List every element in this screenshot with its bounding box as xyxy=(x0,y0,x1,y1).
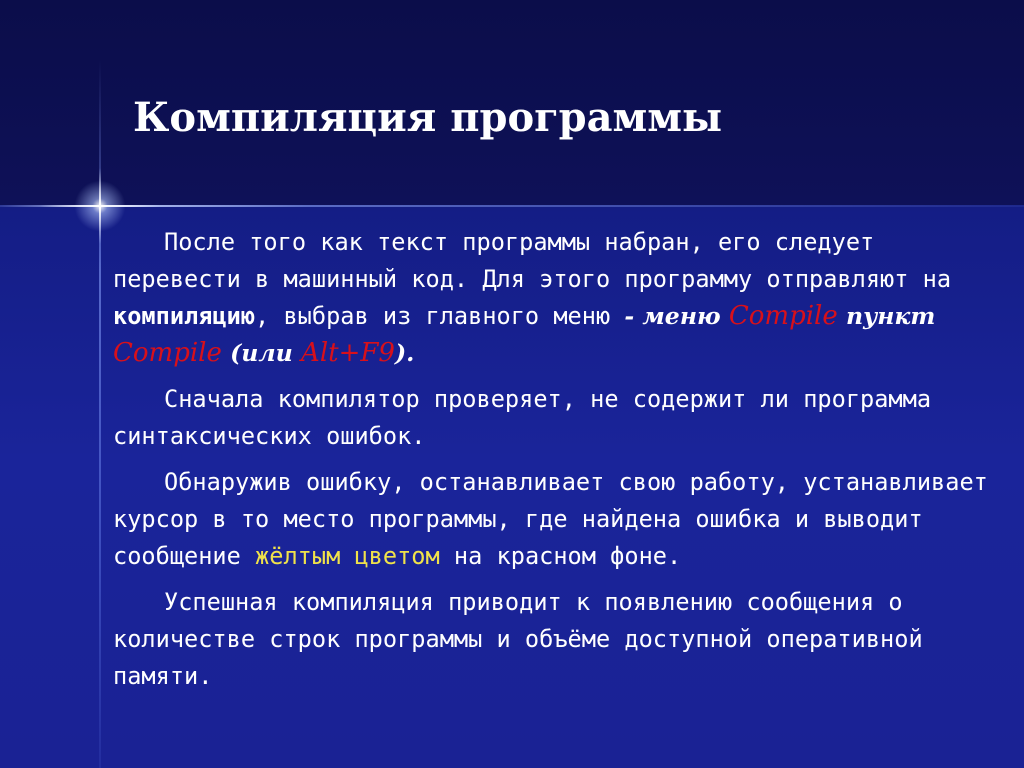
p3-text-end: на красном фоне. xyxy=(439,542,682,570)
paren-close: ). xyxy=(394,339,415,367)
menu-label: - меню xyxy=(624,302,729,330)
menu-item-label: пункт xyxy=(837,302,936,330)
paren-open: (или xyxy=(221,339,302,367)
sparkle-horizontal-ray xyxy=(40,205,160,207)
yellow-color-phrase: жёлтым цветом xyxy=(255,542,440,570)
compile-item-name: Compile xyxy=(113,338,222,368)
slide-title: Компиляция программы xyxy=(133,94,723,141)
p1-text-middle: , выбрав из главного меню xyxy=(255,302,625,330)
paragraph-success: Успешная компиляция приводит к появлению сообщения о количестве строк программы и объёме доступной оперативной памяти. xyxy=(113,588,923,690)
p1-text-start: После того как текст программы набран, его следует перевести в машинный код. Для этого программу отправляют на xyxy=(113,228,952,293)
paragraph-compile-intro xyxy=(113,224,993,372)
p3-text-start: Обнаружив ошибку, останавливает свою работу, устанавливает курсор в то место программы, где найдена ошибка и выводит сообщение xyxy=(113,468,988,570)
slide-body xyxy=(113,224,993,704)
paragraph-error-found xyxy=(113,464,993,575)
compile-menu-name: Compile xyxy=(728,301,838,331)
hotkey-alt-f9: Alt+F9 xyxy=(301,338,395,368)
paragraph-syntax-check: Сначала компилятор проверяет, не содержит ли программа синтаксических ошибок. xyxy=(113,385,932,450)
vertical-accent-line xyxy=(99,60,101,768)
compilation-bold-term: компиляцию xyxy=(113,302,256,330)
